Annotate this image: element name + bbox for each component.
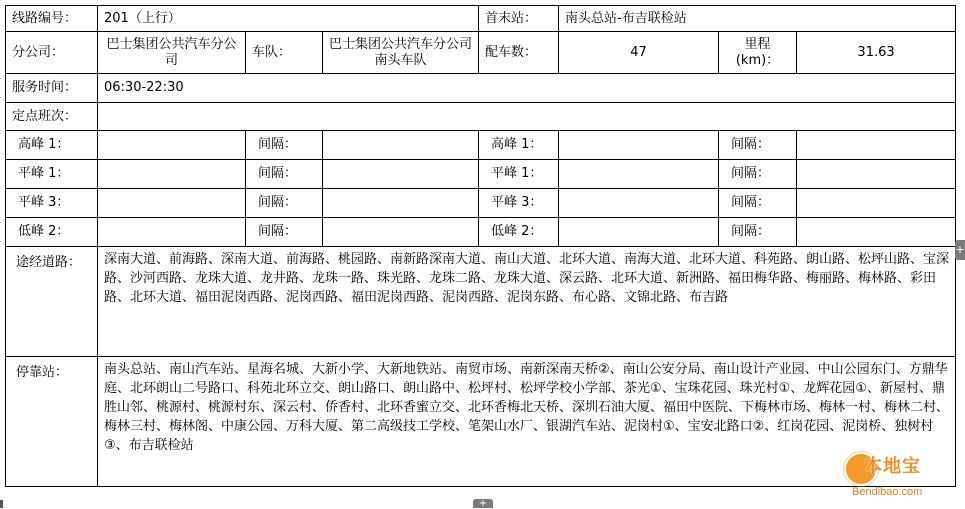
peak-left-label: 平峰 1： (6, 160, 98, 189)
peak-right-label: 高峰 1： (479, 131, 559, 160)
expand-column-button[interactable]: + (955, 240, 965, 260)
peak-left-label: 低峰 2： (6, 218, 98, 247)
peak-right-label: 平峰 1： (479, 160, 559, 189)
peak-right-label: 低峰 2： (479, 218, 559, 247)
company-row (6, 32, 956, 74)
mileage-value: 31.63 (797, 32, 956, 74)
peak-left-value (98, 160, 246, 189)
route-info-table (5, 5, 956, 487)
peak-right-label: 平峰 3： (479, 189, 559, 218)
peak-right-value (559, 218, 719, 247)
peak-left-value (98, 131, 246, 160)
route-number-value: 201（上行） (98, 6, 479, 32)
interval-right-label: 间隔： (719, 189, 797, 218)
interval-right-label: 间隔： (719, 218, 797, 247)
interval-left-label: 间隔： (246, 160, 323, 189)
team-label: 车队： (246, 32, 323, 74)
company-value: 巴士集团公共汽车分公司 (98, 32, 246, 74)
route-number-label: 线路编号： (6, 6, 98, 32)
route-row (6, 6, 956, 32)
peak-row (6, 218, 956, 247)
service-time-value: 06:30-22:30 (98, 74, 956, 103)
interval-right-label: 间隔： (719, 160, 797, 189)
interval-right-value (797, 131, 956, 160)
peak-row (6, 131, 956, 160)
interval-left-label: 间隔： (246, 189, 323, 218)
service-time-label: 服务时间： (6, 74, 98, 103)
corner-marker (0, 500, 3, 508)
stops-value: 南头总站、南山汽车站、星海名城、大新小学、大新地铁站、南贸市场、南新深南天桥②、南山公安分局、南山设计产业园、中山公园东门、方鼎华庭、北环朗山二号路口、科苑北环立交、朗山路口、朗山路中、松坪村、松坪学校小学部、茶光①、宝珠花园、珠光村①、龙辉花园①、新屋村、鼎胜山邻、桃源村、桃源村东、深云村、侨香村、北环香蜜立交、北环香梅北天桥、深圳石油大厦、福田中医院、下梅林市场、梅林一村、梅林二村、梅林三村、梅林阁、中康公园、万科大厦、第二高级技工学校、笔架山水厂、银湖汽车站、泥岗村①、宝安北路口②、红岗花园、泥岗桥、独树村③、布吉联检站 (98, 357, 956, 487)
service-row (6, 74, 956, 103)
interval-right-value (797, 218, 956, 247)
interval-left-value (323, 189, 479, 218)
schedule-row (6, 103, 956, 131)
peak-right-value (559, 189, 719, 218)
bendibao-watermark (838, 452, 963, 504)
schedule-label: 定点班次： (6, 103, 98, 131)
peak-left-value (98, 189, 246, 218)
watermark-url: Bendibao.com (852, 486, 923, 498)
expand-row-button[interactable]: + (473, 499, 493, 508)
interval-right-value (797, 160, 956, 189)
interval-left-value (323, 131, 479, 160)
mileage-label: 里程(km)： (719, 32, 797, 74)
roads-row (6, 247, 956, 357)
team-value: 巴士集团公共汽车分公司南头车队 (323, 32, 479, 74)
peak-left-value (98, 218, 246, 247)
stops-row (6, 357, 956, 487)
buses-label: 配车数： (479, 32, 559, 74)
interval-left-label: 间隔： (246, 131, 323, 160)
terminals-value: 南头总站-布吉联检站 (559, 6, 956, 32)
interval-right-value (797, 189, 956, 218)
peak-row (6, 189, 956, 218)
interval-left-label: 间隔： (246, 218, 323, 247)
peak-left-label: 高峰 1： (6, 131, 98, 160)
company-label: 分公司： (6, 32, 98, 74)
interval-left-value (323, 160, 479, 189)
buses-value: 47 (559, 32, 719, 74)
schedule-value (98, 103, 956, 131)
peak-left-label: 平峰 3： (6, 189, 98, 218)
interval-right-label: 间隔： (719, 131, 797, 160)
roads-label: 途经道路： (6, 247, 98, 357)
peak-row (6, 160, 956, 189)
interval-left-value (323, 218, 479, 247)
stops-label: 停靠站： (6, 357, 98, 487)
watermark-title: 本地宝 (864, 456, 921, 477)
peak-right-value (559, 131, 719, 160)
peak-right-value (559, 160, 719, 189)
terminals-label: 首末站： (479, 6, 559, 32)
roads-value: 深南大道、前海路、深南大道、前海路、桃园路、南新路深南大道、南山大道、北环大道、南海大道、北环大道、科苑路、朗山路、松坪山路、宝深路、沙河西路、龙珠大道、龙井路、龙珠一路、珠光路、龙珠二路、龙珠大道、深云路、北环大道、新洲路、福田梅华路、梅丽路、梅林路、彩田路、北环大道、福田泥岗西路、泥岗西路、福田泥岗西路、泥岗西路、泥岗东路、布心路、文锦北路、布吉路 (98, 247, 956, 357)
